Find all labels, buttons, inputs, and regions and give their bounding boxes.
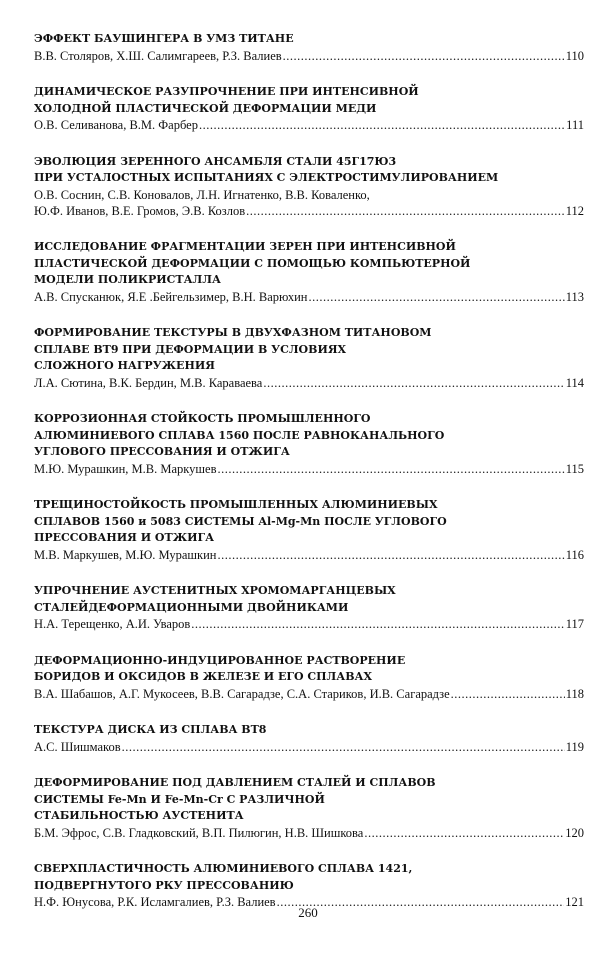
- toc-entry: [34, 722, 584, 755]
- entry-title-line: ИССЛЕДОВАНИЕ ФРАГМЕНТАЦИИ ЗЕРЕН ПРИ ИНТЕНСИВНОЙ: [34, 240, 456, 253]
- entry-authors: В.В. Столяров, Х.Ш. Салимгареев, Р.З. Валиев: [34, 48, 282, 63]
- dot-leader: [246, 203, 565, 219]
- entry-title-line: АЛЮМИНИЕВОГО СПЛАВА 1560 ПОСЛЕ РАВНОКАНАЛЬНОГО: [34, 428, 445, 442]
- entry-authors-row: [34, 289, 584, 305]
- dot-leader: [364, 825, 564, 841]
- dot-leader: [217, 461, 564, 477]
- entry-title-line: СИСТЕМЫ Fe-Mn И Fe-Mn-Cr С РАЗЛИЧНОЙ: [34, 792, 325, 806]
- entry-authors: Б.М. Эфрос, С.В. Гладковский, В.П. Пилюгин, Н.В. Шишкова: [34, 825, 364, 840]
- dot-leader: [191, 616, 564, 632]
- entry-title-line: СТАБИЛЬНОСТЬЮ АУСТЕНИТА: [34, 809, 244, 822]
- entry-authors: А.В. Спусканюк, Я.Е .Бейгельзимер, В.Н. Варюхин: [34, 289, 308, 304]
- entry-title-line: ДЕФОРМИРОВАНИЕ ПОД ДАВЛЕНИЕМ СТАЛЕЙ И СПЛАВОВ: [34, 776, 436, 789]
- entry-title-line: БОРИДОВ И ОКСИДОВ В ЖЕЛЕЗЕ И ЕГО СПЛАВАХ: [34, 670, 373, 683]
- table-of-contents: [34, 31, 584, 931]
- entry-title-line: СПЛАВЕ ВТ9 ПРИ ДЕФОРМАЦИИ В УСЛОВИЯХ: [34, 342, 347, 356]
- entry-title-line: МОДЕЛИ ПОЛИКРИСТАЛЛА: [34, 273, 221, 286]
- entry-page-number: 111: [566, 118, 584, 132]
- entry-authors-row: [34, 48, 584, 64]
- entry-title-line: ПЛАСТИЧЕСКОЙ ДЕФОРМАЦИИ С ПОМОЩЬЮ КОМПЬЮТЕРНОЙ: [34, 256, 471, 270]
- dot-leader: [122, 739, 565, 755]
- entry-title-line: ПРЕССОВАНИЯ И ОТЖИГА: [34, 531, 215, 544]
- entry-title-line: ЭВОЛЮЦИЯ ЗЕРЕННОГО АНСАМБЛЯ СТАЛИ 45Г17Ю3: [34, 154, 397, 168]
- entry-title-line: СТАЛЕЙДЕФОРМАЦИОННЫМИ ДВОЙНИКАМИ: [34, 600, 349, 614]
- entry-authors-line: О.В. Соснин, С.В. Коновалов, Л.Н. Игнатенко, В.В. Коваленко,: [34, 187, 370, 202]
- entry-page-number: 117: [565, 617, 584, 631]
- entry-page-number: 116: [565, 547, 584, 562]
- dot-leader: [283, 48, 565, 64]
- entry-authors-row: [34, 203, 584, 219]
- entry-authors: В.А. Шабашов, А.Г. Мукосеев, В.В. Сагарадзе, С.А. Стариков, И.В. Сагарадзе: [34, 686, 450, 701]
- entry-title-line: ДЕФОРМАЦИОННО-ИНДУЦИРОВАННОЕ РАСТВОРЕНИЕ: [34, 653, 406, 667]
- entry-authors: Н.А. Терещенко, А.И. Уваров: [34, 617, 191, 631]
- entry-authors: М.В. Маркушев, М.Ю. Мурашкин: [34, 547, 217, 562]
- entry-title-line: ДИНАМИЧЕСКОЕ РАЗУПРОЧНЕНИЕ ПРИ ИНТЕНСИВНОЙ: [34, 85, 419, 98]
- entry-authors-row: [34, 547, 584, 563]
- dot-leader: [217, 547, 564, 563]
- entry-page-number: 113: [565, 289, 584, 304]
- entry-authors: Н.Ф. Юнусова, Р.К. Исламгалиев, Р.З. Валиев: [34, 895, 276, 909]
- dot-leader: [199, 117, 565, 133]
- entry-title-line: ПОДВЕРГНУТОГО РКУ ПРЕССОВАНИЮ: [34, 878, 294, 892]
- toc-entry: [34, 497, 584, 563]
- toc-entry: [34, 31, 584, 64]
- dot-leader: [451, 686, 565, 702]
- entry-title-line: ХОЛОДНОЙ ПЛАСТИЧЕСКОЙ ДЕФОРМАЦИИ МЕДИ: [34, 101, 377, 115]
- entry-page-number: 112: [565, 203, 584, 218]
- entry-title-line: УПРОЧНЕНИЕ АУСТЕНИТНЫХ ХРОМОМАРГАНЦЕВЫХ: [34, 584, 396, 597]
- entry-title-line: СЛОЖНОГО НАГРУЖЕНИЯ: [34, 359, 215, 372]
- entry-title-line: СПЛАВОВ 1560 и 5083 СИСТЕМЫ Al-Mg-Mn ПОСЛЕ УГЛОВОГО: [34, 514, 447, 528]
- toc-entry: [34, 583, 584, 632]
- entry-page-number: 119: [565, 739, 584, 754]
- entry-title-line: ФОРМИРОВАНИЕ ТЕКСТУРЫ В ДВУХФАЗНОМ ТИТАНОВОМ: [34, 326, 432, 339]
- entry-title-line: ПРИ УСТАЛОСТНЫХ ИСПЫТАНИЯХ С ЭЛЕКТРОСТИМУЛИРОВАНИЕМ: [34, 171, 499, 184]
- entry-page-number: 114: [565, 375, 584, 390]
- entry-authors-row: [34, 375, 584, 391]
- entry-authors: О.В. Селиванова, В.М. Фарбер: [34, 118, 198, 132]
- dot-leader: [263, 375, 564, 391]
- dot-leader: [309, 289, 565, 305]
- toc-entry: [34, 239, 584, 305]
- entry-authors-row: [34, 461, 584, 477]
- entry-authors-row: [34, 825, 584, 841]
- toc-entry: [34, 775, 584, 841]
- entry-authors-row: [34, 117, 584, 133]
- entry-page-number: 115: [565, 461, 584, 476]
- page-number: 260: [298, 905, 318, 920]
- entry-authors: М.Ю. Мурашкин, М.В. Маркушев: [34, 461, 217, 476]
- toc-entry: [34, 861, 584, 910]
- entry-title-line: СВЕРХПЛАСТИЧНОСТЬ АЛЮМИНИЕВОГО СПЛАВА 1421,: [34, 862, 413, 875]
- entry-authors: А.С. Шишмаков: [34, 739, 121, 754]
- entry-title-line: ЭФФЕКТ БАУШИНГЕРА В УМЗ ТИТАНЕ: [34, 32, 294, 45]
- entry-title-line: ТРЕЩИНОСТОЙКОСТЬ ПРОМЫШЛЕННЫХ АЛЮМИНИЕВЫХ: [34, 498, 438, 511]
- entry-title-line: ТЕКСТУРА ДИСКА ИЗ СПЛАВА ВТ8: [34, 723, 267, 736]
- entry-title-line: УГЛОВОГО ПРЕССОВАНИЯ И ОТЖИГА: [34, 445, 290, 458]
- entry-authors: Ю.Ф. Иванов, В.Е. Громов, Э.В. Козлов: [34, 203, 246, 218]
- entry-authors-row: [34, 616, 584, 632]
- entry-page-number: 120: [565, 825, 584, 840]
- entry-authors: Л.А. Сютина, В.К. Бердин, М.В. Караваева: [34, 375, 263, 390]
- entry-page-number: 110: [565, 48, 584, 63]
- toc-entry: [34, 411, 584, 477]
- entry-authors-row: [34, 686, 584, 702]
- entry-title-line: КОРРОЗИОННАЯ СТОЙКОСТЬ ПРОМЫШЛЕННОГО: [34, 412, 371, 425]
- toc-entry: [34, 154, 584, 219]
- entry-page-number: 121: [565, 895, 584, 909]
- toc-entry: [34, 84, 584, 133]
- toc-entry: [34, 653, 584, 702]
- entry-authors-row: [34, 739, 584, 755]
- toc-entry: [34, 325, 584, 391]
- entry-page-number: 118: [565, 686, 584, 701]
